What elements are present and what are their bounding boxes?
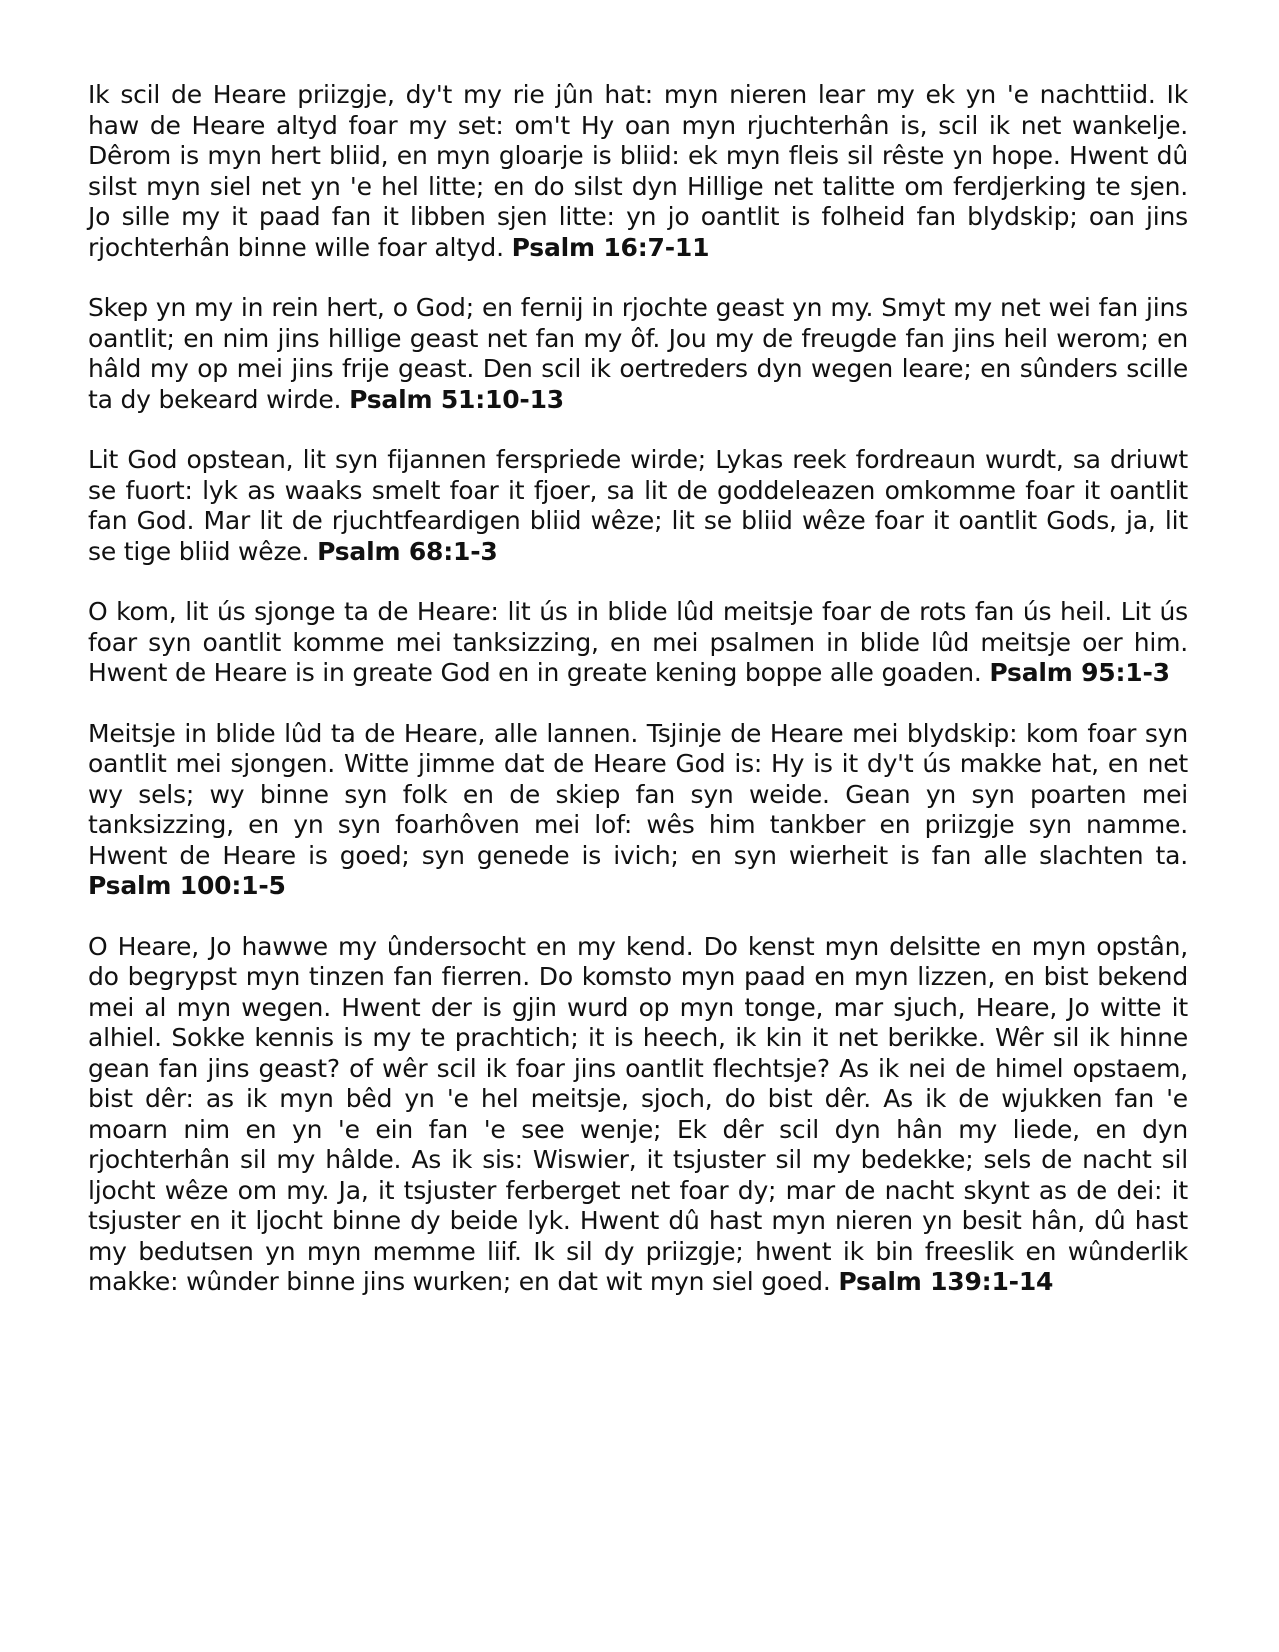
passage-psalm-16	[88, 80, 1188, 263]
scripture-reference: Psalm 68:1-3	[317, 536, 498, 566]
passage-text: Ik scil de Heare priizgje, dy't my rie jûn hat: myn nieren lear my ek yn 'e nachttiid. Ik haw de Heare altyd foar my set: om't Hy oan myn rjuchterhân is, scil ik net wankelje. Dêrom is myn hert bliid, en myn gloarje is bliid: ek myn fleis sil rêste yn hope. Hwent dû silst myn siel net yn 'e hel litte; en do silst dyn Hillige net talitte om ferdjerking te sjen. Jo sille my it paad fan it libben sjen litte: yn jo oantlit is folheid fan blydskip; oan jins rjochterhân binne wille foar altyd.	[88, 80, 1188, 262]
passage-psalm-95	[88, 597, 1188, 689]
passage-text: Skep yn my in rein hert, o God; en fernij in rjochte geast yn my. Smyt my net wei fan jins oantlit; en nim jins hillige geast net fan my ôf. Jou my de freugde fan jins heil werom; en hâld my op mei jins frije geast. Den scil ik oertreders dyn wegen leare; en sûnders scille ta dy bekeard wirde.	[88, 293, 1188, 414]
scripture-reference: Psalm 100:1-5	[88, 871, 286, 900]
scripture-reference: Psalm 51:10-13	[349, 384, 564, 414]
scripture-reference: Psalm 95:1-3	[989, 658, 1170, 687]
scripture-reference: Psalm 16:7-11	[511, 232, 710, 262]
passage-psalm-68	[88, 445, 1188, 567]
document-page	[88, 80, 1188, 1328]
passage-text: O Heare, Jo hawwe my ûndersocht en my kend. Do kenst myn delsitte en myn opstân, do begrypst myn tinzen fan fierren. Do komsto myn paad en myn lizzen, en bist bekend mei al myn wegen. Hwent der is gjin wurd op myn tonge, mar sjuch, Heare, Jo witte it alhiel. Sokke kennis is my te prachtich; it is heech, ik kin it net berikke. Wêr sil ik hinne gean fan jins geast? of wêr scil ik foar jins oantlit flechtsje? As ik nei de himel opstaem, bist dêr: as ik myn bêd yn 'e hel meitsje, sjoch, do bist dêr. As ik de wjukken fan 'e moarn nim en yn 'e ein fan 'e see wenje; Ek dêr scil dyn hân my liede, en dyn rjochterhân sil my hâlde. As ik sis: Wiswier, it tsjuster sil my bedekke; sels de nacht sil ljocht wêze om my. Ja, it tsjuster ferberget net foar dy; mar de nacht skynt as de dei: it tsjuster en it ljocht binne dy beide lyk. Hwent dû hast myn nieren yn besit hân, dû hast my bedutsen yn myn memme liif. Ik sil dy priizgje; hwent ik bin freeslik en wûnderlik makke: wûnder binne jins wurken; en dat wit myn siel goed.	[88, 931, 1188, 1296]
passage-psalm-51	[88, 293, 1188, 415]
passage-text: Lit God opstean, lit syn fijannen ferspriede wirde; Lykas reek fordreaun wurdt, sa driuwt se fuort: lyk as waaks smelt foar it fjoer, sa lit de goddeleazen omkomme foar it oantlit fan God. Mar lit de rjuchtfeardigen bliid wêze; lit se bliid wêze foar it oantlit Gods, ja, lit se tige bliid wêze.	[88, 445, 1188, 566]
passage-psalm-139	[88, 932, 1188, 1298]
passage-text: O kom, lit ús sjonge ta de Heare: lit ús in blide lûd meitsje foar de rots fan ús heil. Lit ús foar syn oantlit komme mei tanksizzing, en mei psalmen in blide lûd meitsje oer him. Hwent de Heare is in greate God en in greate kening boppe alle goaden.	[88, 597, 1188, 687]
passage-text: Meitsje in blide lûd ta de Heare, alle lannen. Tsjinje de Heare mei blydskip: kom foar syn oantlit mei sjongen. Witte jimme dat de Heare God is: Hy is it dy't ús makke hat, en net wy sels; wy binne syn folk en de skiep fan syn weide. Gean yn syn poarten mei tanksizzing, en yn syn foarhôven mei lof: wês him tankber en priizgje syn namme. Hwent de Heare is goed; syn genede is ivich; en syn wierheit is fan alle slachten ta.	[88, 718, 1188, 870]
scripture-reference: Psalm 139:1-14	[838, 1267, 1054, 1296]
passage-psalm-100	[88, 719, 1188, 902]
